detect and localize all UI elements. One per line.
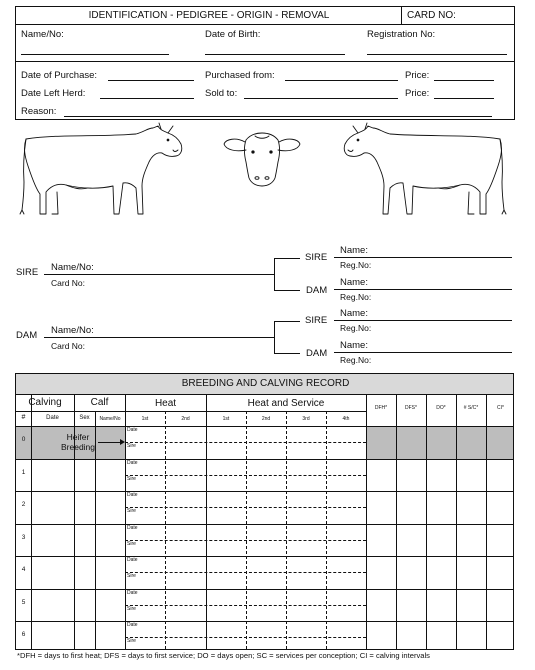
- price-2-field[interactable]: [434, 86, 494, 98]
- sire-dam-connector: [286, 290, 300, 291]
- col-do: DO*: [436, 405, 446, 411]
- row-date-label: Date: [127, 524, 138, 531]
- header-mid-line: [16, 411, 366, 412]
- heifer-label-line1: Heifer: [66, 432, 90, 442]
- dam-dam-connector: [286, 353, 300, 354]
- date-of-birth-line: [205, 54, 345, 55]
- column-divider: [396, 395, 397, 650]
- column-divider: [206, 395, 207, 650]
- identification-section: [15, 6, 515, 120]
- row-divider: [16, 589, 514, 590]
- registration-no-line: [367, 54, 507, 55]
- column-divider: [125, 395, 126, 650]
- col-ci: CI*: [497, 405, 504, 411]
- price-1-field[interactable]: [434, 68, 494, 80]
- heat-service-group-header: Heat and Service: [247, 398, 325, 409]
- footnote: *DFH = days to first heat; DFS = days to first service; DO = days open; SC = services per conception; CI = calving intervals: [17, 651, 430, 660]
- reason-label: Reason:: [21, 106, 57, 117]
- cow-left-icon: [18, 122, 186, 222]
- sire-name-line: [44, 274, 274, 275]
- heifer-row-ci-shade: [486, 426, 514, 459]
- row-sire-label: Sire: [127, 638, 136, 645]
- reason-line: [64, 116, 492, 117]
- sire-dam-name-label: Name:: [340, 277, 368, 288]
- column-divider: [426, 395, 427, 650]
- heifer-label-line2: Breeding: [60, 442, 96, 452]
- row-date-label: Date: [127, 459, 138, 466]
- sire-sire-label: SIRE: [305, 252, 328, 263]
- calf-group-header: Calf: [90, 397, 109, 408]
- sire-sire-reg-label: Reg.No:: [340, 260, 372, 270]
- sire-sire-name-field[interactable]: [374, 244, 510, 256]
- col-dfh: DFH*: [374, 405, 388, 411]
- date-left-herd-field[interactable]: [100, 86, 194, 98]
- sire-sire-connector: [286, 258, 300, 259]
- dam-sire-name-field[interactable]: [374, 307, 510, 319]
- registration-no-field[interactable]: [367, 42, 507, 54]
- row-date-label: Date: [127, 427, 138, 433]
- dam-sire-label: SIRE: [305, 315, 328, 326]
- price-1-label: Price:: [405, 70, 430, 81]
- sold-to-line: [244, 98, 398, 99]
- date-left-herd-label: Date Left Herd:: [21, 88, 86, 99]
- breeding-calving-record: [15, 373, 514, 650]
- row-date-label: Date: [127, 589, 138, 596]
- col-sc: # S/C*: [463, 405, 479, 411]
- row-divider: [16, 556, 514, 557]
- purchased-from-field[interactable]: [285, 68, 398, 80]
- row-sire-label: Sire: [127, 475, 136, 482]
- sire-bracket: [274, 258, 286, 291]
- card-no-label: CARD NO:: [407, 10, 456, 21]
- col-service-4: 4th: [342, 416, 350, 422]
- dam-dam-reg-label: Reg.No:: [340, 355, 372, 365]
- col-heat-2: 2nd: [181, 416, 190, 422]
- dam-dam-name-field[interactable]: [374, 339, 510, 351]
- col-num: #: [21, 414, 26, 421]
- dam-dam-name-line: [334, 352, 512, 353]
- name-no-field[interactable]: [21, 42, 169, 54]
- dam-sire-name-label: Name:: [340, 308, 368, 319]
- sire-sire-name-label: Name:: [340, 245, 368, 256]
- date-of-birth-label: Date of Birth:: [205, 29, 261, 40]
- row-divider: [16, 459, 514, 460]
- identification-title: IDENTIFICATION - PEDIGREE - ORIGIN - REMOVAL: [88, 10, 330, 21]
- sire-name-label: Name/No:: [51, 262, 94, 273]
- heat-group-header: Heat: [154, 398, 177, 409]
- date-of-purchase-line: [108, 80, 194, 81]
- row-sire-label: Sire: [127, 443, 136, 450]
- row-divider: [16, 524, 514, 525]
- card-no-cell: [402, 7, 515, 25]
- row-date-label: Date: [127, 622, 138, 628]
- row-sire-label: Sire: [127, 508, 136, 515]
- heifer-arrow-head: [120, 439, 125, 445]
- column-divider: [486, 395, 487, 650]
- row-number: 1: [21, 468, 26, 476]
- identification-title-cell: [16, 7, 402, 25]
- row-divider: [16, 491, 514, 492]
- col-service-2: 2nd: [261, 416, 271, 422]
- heifer-arrow-shaft: [98, 442, 120, 443]
- sire-dam-reg-label: Reg.No:: [340, 292, 372, 302]
- purchased-from-line: [285, 80, 398, 81]
- dam-name-field[interactable]: [102, 324, 270, 336]
- row-number: 6: [21, 631, 26, 639]
- row-number: 0: [21, 436, 26, 444]
- col-dfs: DFS*: [405, 405, 417, 411]
- date-of-purchase-label: Date of Purchase:: [21, 70, 98, 81]
- subcolumn-divider: [165, 411, 166, 650]
- header-bottom-line: [16, 426, 514, 427]
- name-no-label: Name/No:: [21, 29, 64, 40]
- subcolumn-divider: [246, 411, 247, 650]
- identification-divider: [16, 61, 515, 62]
- record-title: BREEDING AND CALVING RECORD: [181, 378, 350, 389]
- col-calf-name: Name/No: [99, 416, 121, 422]
- date-of-birth-field[interactable]: [205, 42, 345, 54]
- row-sire-label: Sire: [127, 573, 136, 580]
- dam-bracket: [274, 321, 286, 354]
- date-of-purchase-field[interactable]: [108, 68, 194, 80]
- dam-label: DAM: [16, 330, 38, 341]
- sire-card-label: Card No:: [51, 278, 86, 288]
- row-number: 5: [21, 598, 26, 606]
- price-1-line: [434, 80, 494, 81]
- sire-dam-label: DAM: [306, 285, 328, 296]
- dam-name-line: [44, 337, 274, 338]
- sold-to-label: Sold to:: [205, 88, 238, 99]
- reason-field[interactable]: [64, 104, 492, 116]
- price-2-label: Price:: [405, 88, 430, 99]
- col-calving-date: Date: [46, 415, 59, 421]
- row-sire-label: Sire: [127, 605, 136, 612]
- row-number: 2: [21, 501, 26, 509]
- cow-right-icon: [340, 122, 508, 222]
- row-number: 4: [21, 566, 26, 574]
- sire-sire-name-line: [334, 257, 512, 258]
- date-left-herd-line: [100, 98, 194, 99]
- dam-dam-label: DAM: [306, 348, 328, 359]
- name-no-line: [21, 54, 169, 55]
- col-service-3: 3rd: [302, 416, 310, 422]
- calving-group-header: Calving: [28, 397, 62, 408]
- column-divider: [456, 395, 457, 650]
- record-title-bar: [16, 374, 514, 395]
- purchased-from-label: Purchased from:: [205, 70, 275, 81]
- sire-label: SIRE: [16, 267, 39, 278]
- price-2-line: [434, 98, 494, 99]
- dam-sire-name-line: [334, 320, 512, 321]
- row-date-label: Date: [127, 557, 138, 563]
- column-divider: [366, 395, 367, 650]
- dam-sire-connector: [286, 321, 300, 322]
- dam-dam-name-label: Name:: [340, 340, 368, 351]
- sire-dam-name-field[interactable]: [374, 276, 510, 288]
- row-date-label: Date: [127, 492, 138, 498]
- col-calf-sex: Sex: [79, 415, 90, 421]
- card-no-field[interactable]: [462, 10, 510, 22]
- sold-to-field[interactable]: [244, 86, 398, 98]
- registration-no-label: Registration No:: [367, 29, 436, 40]
- sire-dam-name-line: [334, 289, 512, 290]
- subcolumn-divider: [286, 411, 287, 650]
- row-divider: [16, 621, 514, 622]
- row-sire-label: Sire: [127, 540, 136, 547]
- subcolumn-divider: [326, 411, 327, 650]
- dam-name-label: Name/No:: [51, 325, 94, 336]
- col-heat-1: 1st: [141, 416, 149, 422]
- row-number: 3: [21, 533, 26, 541]
- dam-card-label: Card No:: [51, 341, 86, 351]
- col-service-1: 1st: [222, 416, 230, 422]
- dam-sire-reg-label: Reg.No:: [340, 323, 372, 333]
- cow-face-icon: [222, 132, 302, 187]
- sire-name-field[interactable]: [102, 261, 270, 273]
